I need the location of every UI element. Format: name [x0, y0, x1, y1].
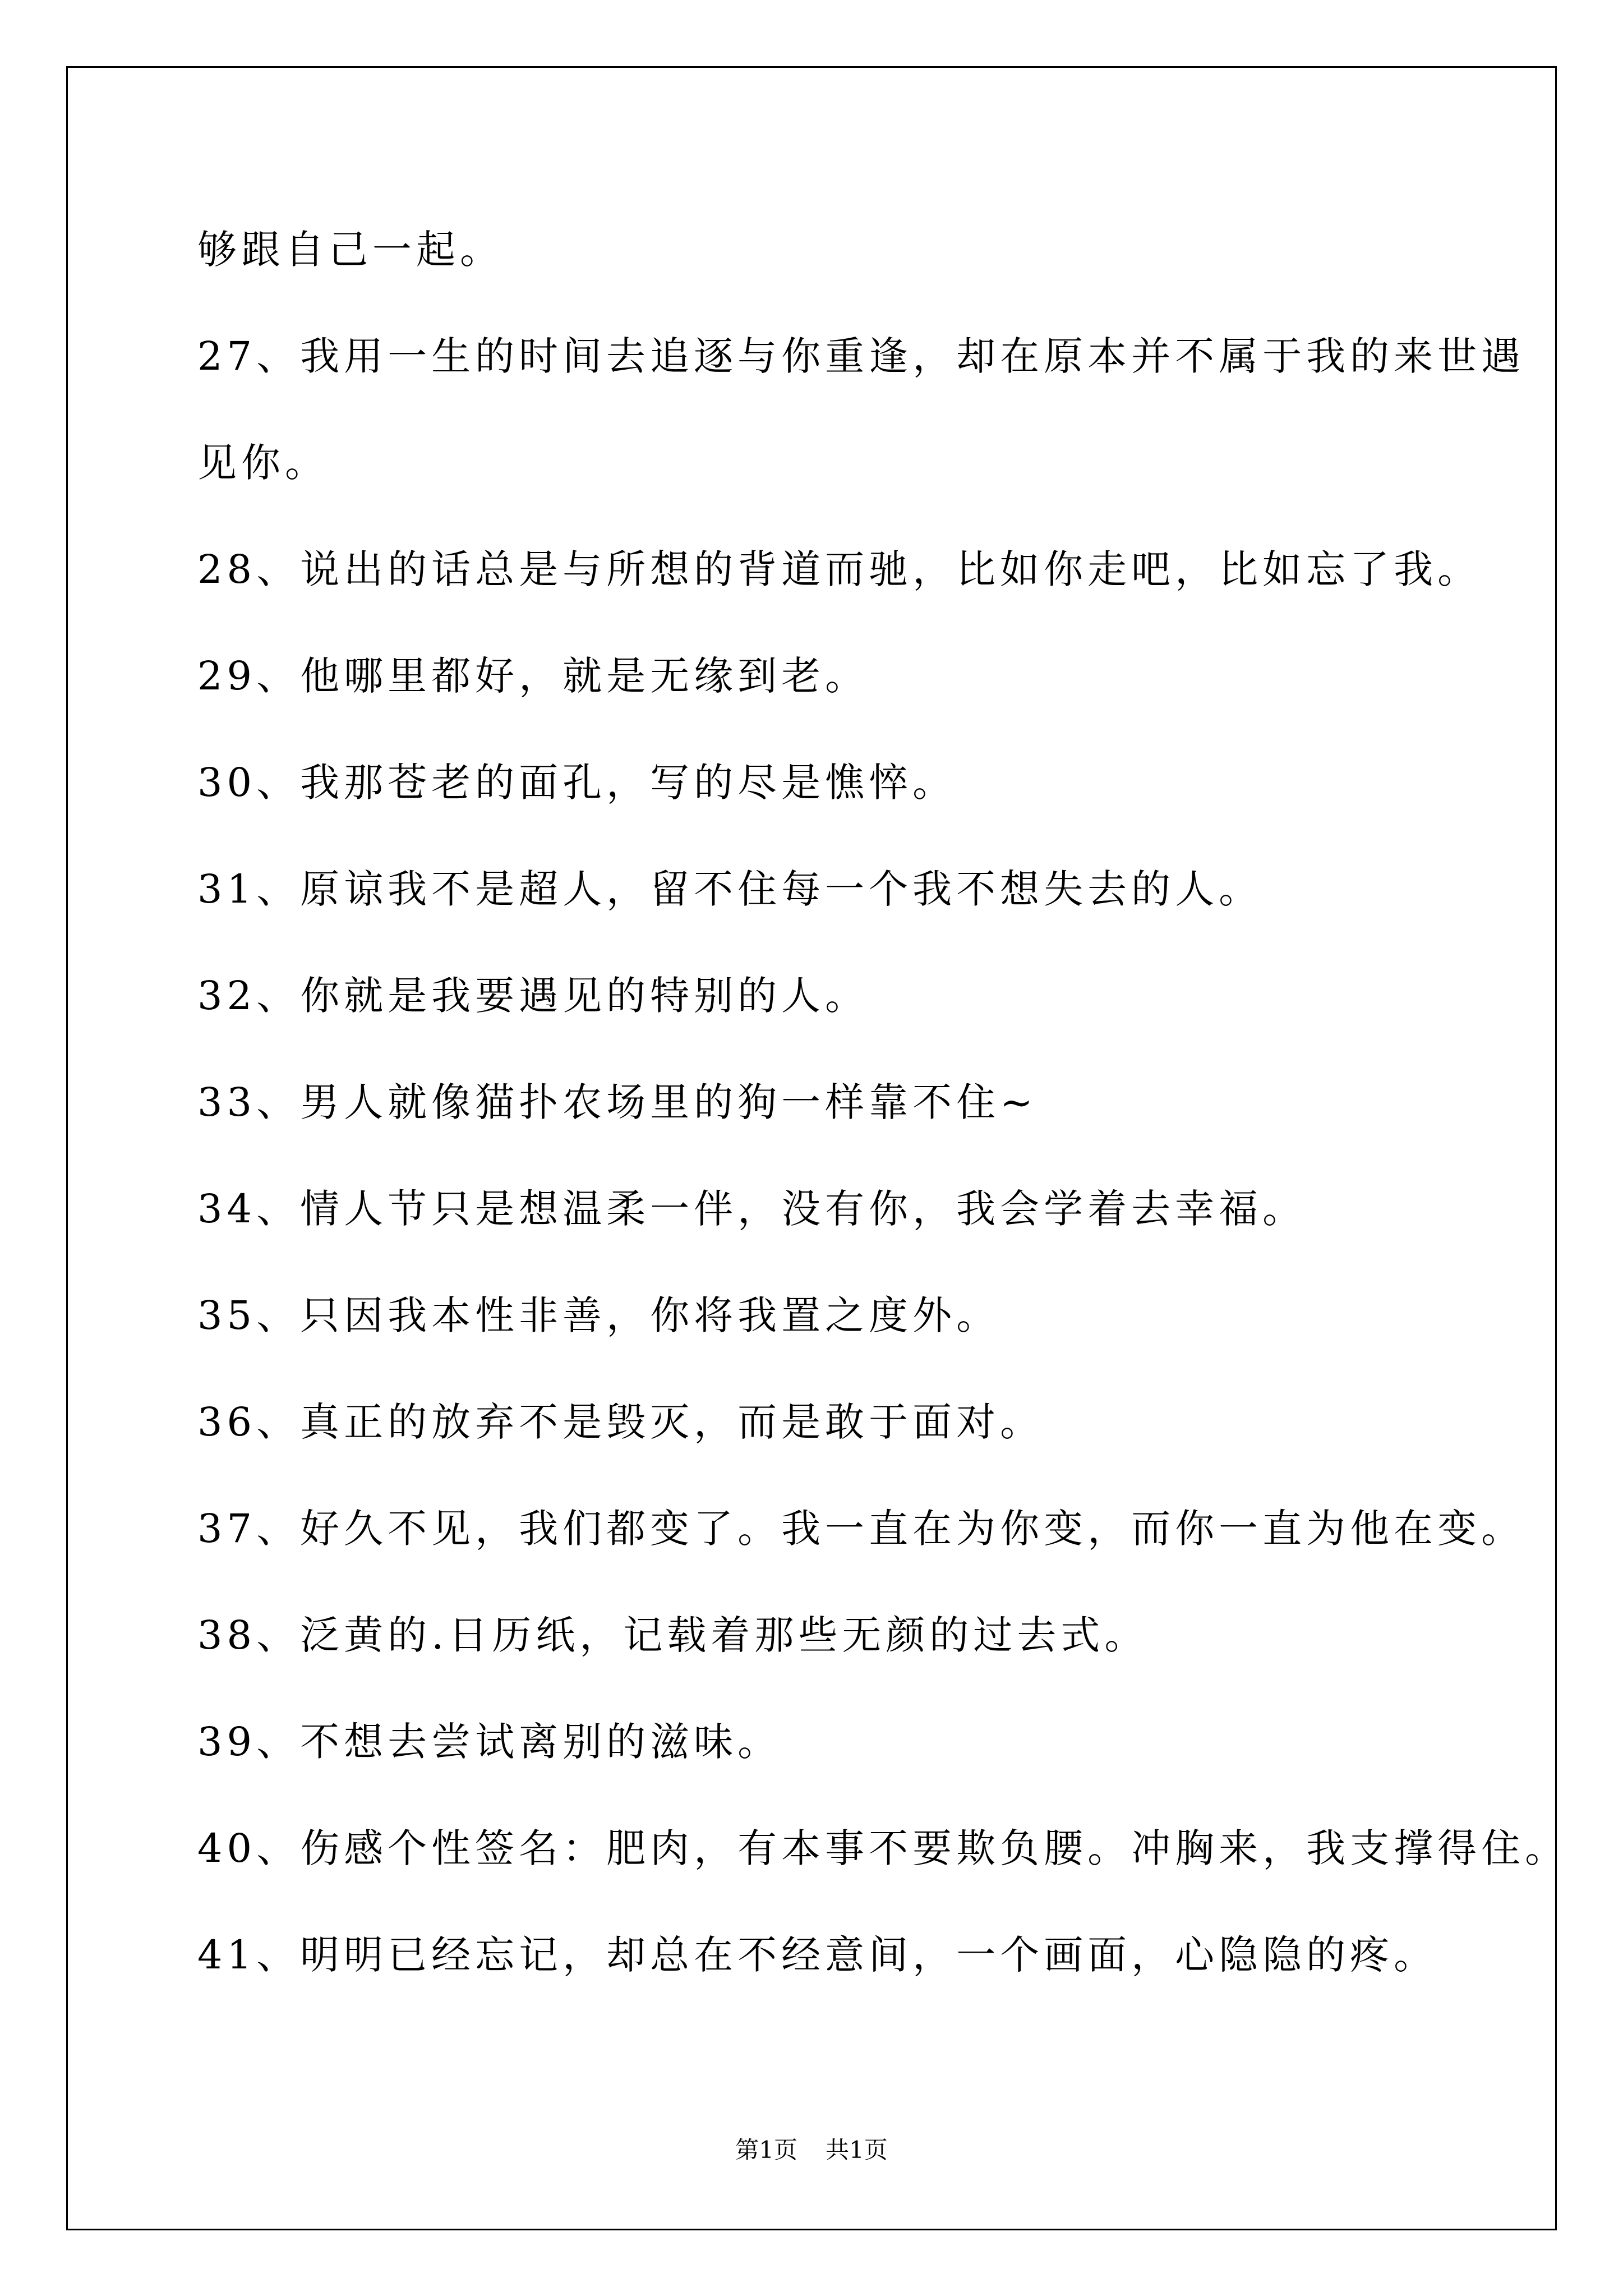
text-line: 28、说出的话总是与所想的背道而驰，比如你走吧，比如忘了我。 — [197, 546, 1482, 592]
text-line: 38、泛黄的.日历纸，记载着那些无颜的过去式。 — [197, 1612, 1149, 1658]
text-line: 36、真正的放弃不是毁灭，而是敢于面对。 — [197, 1399, 1044, 1445]
page-number: 第1页 — [735, 2136, 797, 2164]
text-line: 35、只因我本性非善，你将我置之度外。 — [197, 1292, 1000, 1338]
text-line: 见你。 — [197, 440, 329, 486]
text-line: 27、我用一生的时间去追逐与你重逢，却在原本并不属于我的来世遇 — [197, 333, 1525, 379]
text-line: 40、伤感个性签名：肥肉，有本事不要欺负腰。冲胸来，我支撑得住。 — [197, 1825, 1569, 1871]
text-line: 41、明明已经忘记，却总在不经意间，一个画面，心隐隐的疼。 — [197, 1932, 1438, 1978]
text-line: 37、好久不见，我们都变了。我一直在为你变，而你一直为他在变。 — [197, 1506, 1525, 1552]
text-line: 39、不想去尝试离别的滋味。 — [197, 1719, 782, 1765]
text-line: 34、情人节只是想温柔一伴，没有你，我会学着去幸福。 — [197, 1186, 1307, 1232]
text-line: 33、男人就像猫扑农场里的狗一样靠不住~ — [197, 1079, 1038, 1125]
text-line: 30、我那苍老的面孔，写的尽是憔悴。 — [197, 760, 957, 806]
page-total: 共1页 — [826, 2136, 888, 2164]
text-line: 32、你就是我要遇见的特别的人。 — [197, 973, 869, 1019]
page-border — [66, 66, 1557, 2230]
text-line: 29、他哪里都好，就是无缘到老。 — [197, 653, 869, 699]
text-line: 够跟自己一起。 — [197, 227, 504, 273]
text-line: 31、原谅我不是超人，留不住每一个我不想失去的人。 — [197, 866, 1263, 912]
page-footer — [0, 2132, 1623, 2165]
